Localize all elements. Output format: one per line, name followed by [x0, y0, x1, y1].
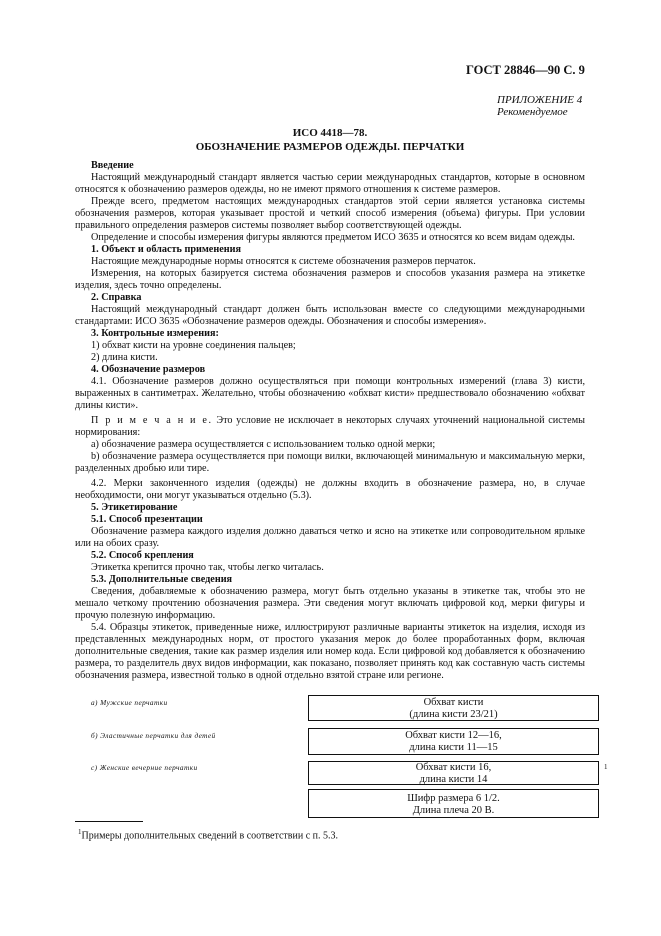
note-label: П р и м е ч а н и е. [91, 415, 213, 426]
footnote-text: Примеры дополнительных сведений в соответствии с п. 5.3. [81, 830, 338, 842]
intro-paragraph: Определение и способы измерения фигуры являются предметом ИСО 3635 и относятся ко всем видам одежды. [91, 232, 575, 243]
paragraph: Измерения, на которых базируется система обозначения размеров и способов указания размера на этикетке изделия, здесь точно определены. [75, 268, 585, 291]
paragraph: 4.2. Мерки законченного изделия (одежды) не должны входить в обозначение размера, но, в случае необходимости, они могут указываться отдельно (5.3). [75, 478, 585, 501]
label-sample-b [308, 728, 599, 755]
paragraph: Настоящие международные нормы относятся к системе обозначения размеров перчаток. [91, 256, 476, 267]
appendix-status: Рекомендуемое [497, 106, 568, 118]
footnote-divider [75, 821, 143, 822]
subsection-heading: 5.3. Дополнительные сведения [91, 574, 233, 585]
list-item: b) обозначение размера осуществляется при помощи вилки, включающей минимальную и максимальную мерки, разделенных дробью или тире. [75, 451, 585, 474]
paragraph: 4.1. Обозначение размеров должно осуществляться при помощи контрольных измерений (глава 3) кисти, выраженных в сантиметрах. Желательно, чтобы обозначению «обхват кисти» предшествовало обозначению «обхват длины кисти». [75, 376, 585, 411]
subsection-heading: 5.1. Способ презентации [91, 514, 203, 525]
section-heading: 5. Этикетирование [91, 502, 178, 513]
subsection-heading: 5.2. Способ крепления [91, 550, 194, 561]
label-line: Обхват кисти 16, [415, 762, 492, 773]
label-sample-a [308, 695, 599, 721]
section-heading: 3. Контрольные измерения: [91, 328, 219, 339]
paragraph: 5.4. Образцы этикеток, приведенные ниже, иллюстрируют различные варианты этикеток на изделия, исходя из представленных международных норм, от простого указания мерок до более проработанных форм, включая дополнительные сведения, такие как размер изделия или номер кода. Если цифровой код добавляется к обозначению размера, то разделитель двух видов информации, как показано, позволяет принять код как составную часть системы обозначения размера, известной только в одной отдельно взятой стране или регионе. [75, 622, 585, 681]
paragraph: Настоящий международный стандарт должен быть использован вместе со следующими международными стандартами: ИСО 3635 «Обозначение размеров одежды. Обозначения и способы измерения». [75, 304, 585, 327]
label-caption-b: б) Эластичные перчатки для детей [91, 731, 216, 740]
intro-paragraph: Прежде всего, предметом настоящих международных стандартов этой серии является установка системы обозначения размеров, которая указывает простой и четкий способ измерения (объема) фигуры. При условии правильного определения размеров системы позволяет выбор соответствующей одежды. [75, 196, 585, 231]
document-body [75, 160, 585, 682]
label-sample-c [308, 761, 599, 785]
label-line: Длина плеча 20 В. [412, 804, 495, 816]
paragraph: Этикетка крепится прочно так, чтобы легко читалась. [91, 562, 324, 573]
paragraph: Обозначение размера каждого изделия должно даваться четко и ясно на этикетке или сопроводительном ярлыке или на обоих сразу. [75, 526, 585, 549]
appendix-label: ПРИЛОЖЕНИЕ 4 [497, 94, 583, 106]
paragraph: Сведения, добавляемые к обозначению размера, могут быть отдельно указаны в этикетке так, чтобы это не мешало четкому прочтению обозначения размера. Эти сведения могут включать цифровой код, мерки фигуры и прочую полезную информацию. [75, 586, 585, 621]
list-item: 2) длина кисти. [91, 352, 158, 363]
appendix-block [497, 94, 582, 118]
label-caption-c: с) Женские вечерние перчатки [91, 763, 198, 772]
note-text: Это условие не исключает в некоторых случаях уточнений национальной системы нормирования: [75, 415, 585, 438]
section-heading: 4. Обозначение размеров [91, 364, 206, 375]
footnote [78, 828, 338, 841]
document-number: ГОСТ 28846—90 С. 9 [466, 63, 585, 77]
intro-paragraph: Настоящий международный стандарт является частью серии международных стандартов, которые в основном относятся к обозначению размеров одежды, но не имеют прямого отношения к системе размеров. [75, 172, 585, 195]
label-line: Обхват кисти 12—16, [405, 730, 502, 741]
list-item: а) обозначение размера осуществляется с использованием только одной мерки; [91, 439, 436, 450]
label-line: длина кисти 14 [419, 773, 488, 785]
footnote-reference: 1 [604, 763, 608, 771]
footnote-mark: 1 [78, 828, 82, 836]
label-line: (длина кисти 23/21) [409, 708, 498, 720]
standard-title: ОБОЗНАЧЕНИЕ РАЗМЕРОВ ОДЕЖДЫ. ПЕРЧАТКИ [195, 141, 465, 153]
label-caption-a: а) Мужские перчатки [91, 698, 168, 707]
label-line: Шифр размера 6 1/2. [407, 793, 500, 804]
intro-heading: Введение [91, 160, 134, 171]
label-line: Обхват кисти [423, 697, 484, 708]
label-sample-d [308, 789, 599, 818]
list-item: 1) обхват кисти на уровне соединения пальцев; [91, 340, 296, 351]
note-paragraph [75, 415, 585, 439]
standard-code: ИСО 4418—78. [292, 127, 368, 139]
section-heading: 1. Объект и область применения [91, 244, 241, 255]
label-line: длина кисти 11—15 [409, 741, 498, 753]
section-heading: 2. Справка [91, 292, 142, 303]
